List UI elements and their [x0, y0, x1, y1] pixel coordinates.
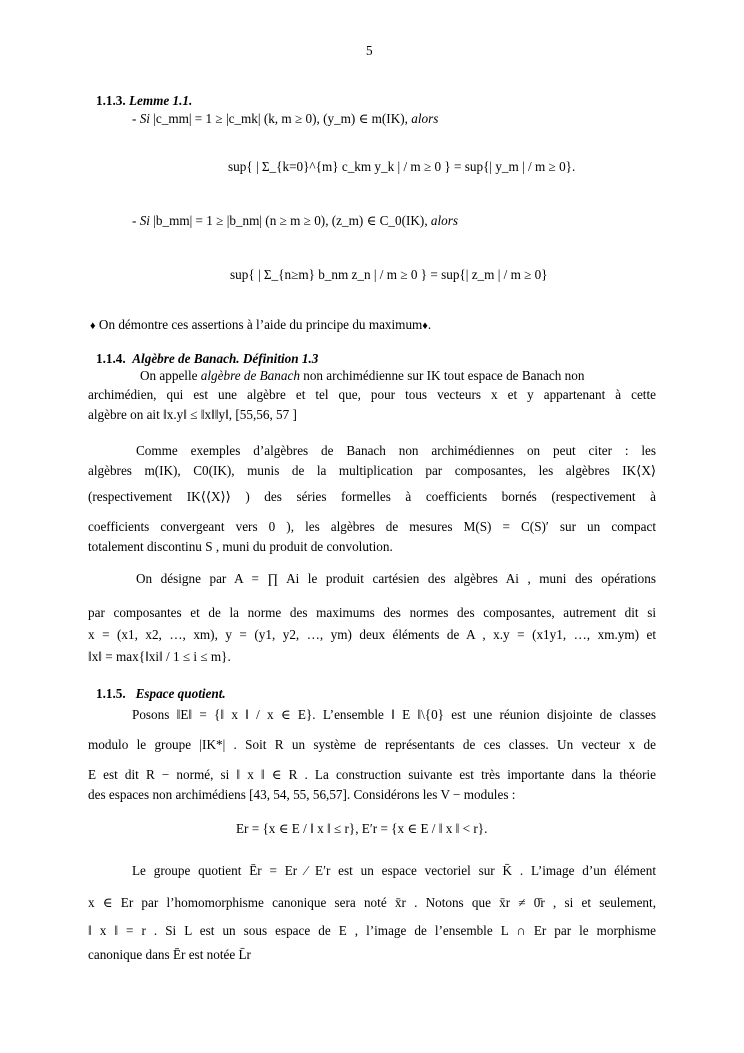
lemma-equation-2: sup{ | Σ_{n≥m} b_nm z_n | / m ≥ 0 } = sup{| z_m | / m ≥ 0} [230, 267, 548, 282]
banach-p1-line1 [140, 367, 584, 385]
quotient-line2: modulo le groupe |IK*| . Soit R un système de représentants de ces classes. Un vecteur x de [88, 737, 656, 752]
quotient-heading-number: 1.1.5. [96, 686, 126, 701]
lemma-proof-text: On démontre ces assertions à l’aide du principe du maximum [98, 317, 423, 332]
banach-p2-line1: Comme exemples d’algèbres de Banach non archimédiennes on peut citer : les [136, 443, 656, 458]
banach-p2-line5: totalement discontinu S , muni du produit de convolution. [88, 539, 393, 554]
banach-p2-line2: algèbres m(IK), C0(IK), munis de la multiplication par composantes, les algèbres IK⟨X⟩ [88, 463, 656, 478]
banach-p2-line4: coefficients convergeant vers 0 ), les algèbres de mesures M(S) = C(S)′ sur un compact [88, 519, 656, 534]
banach-p3-line3: x = (x1, x2, …, xm), y = (y1, y2, …, ym) deux éléments de A , x.y = (x1y1, …, xm.ym) et [88, 627, 656, 642]
lemma-heading [96, 92, 192, 110]
banach-heading [96, 350, 318, 368]
lemma-line1-tail: alors [411, 111, 439, 126]
lemma-line2-lead: - Si [132, 213, 150, 228]
diamond-icon: ♦ [90, 320, 96, 332]
lemma-line1-lead: - Si [132, 111, 150, 126]
lemma-equation-1: sup{ | Σ_{k=0}^{m} c_km y_k | / m ≥ 0 } = sup{| y_m | / m ≥ 0}. [228, 159, 576, 174]
quotient-line5: Le groupe quotient Ēr = Er ⁄ E′r est un espace vectoriel sur K̄ . L’image d’un élément [132, 863, 656, 878]
diamond-end-icon: ♦ [422, 320, 428, 332]
banach-p3-line2: par composantes et de la norme des maximums des normes des composantes, autrement dit si [88, 605, 656, 620]
lemma-hypothesis-2 [132, 212, 458, 230]
quotient-heading-title: Espace quotient. [135, 686, 226, 701]
quotient-line3: E est dit R − normé, si ‖ x ‖ ∈ R . La construction suivante est très importante dans la théorie [88, 767, 656, 782]
page-number: 5 [366, 43, 373, 58]
lemma-heading-number: 1.1.3. [96, 93, 126, 108]
banach-p1-term: algèbre de Banach [200, 368, 300, 383]
quotient-line6: x ∈ Er par l’homomorphisme canonique sera noté x̄r . Notons que x̄r ≠ 0̄r , si et seulement, [88, 895, 656, 910]
banach-p1-lead: On appelle [140, 368, 198, 383]
banach-p1-rest: non archimédienne sur IK tout espace de Banach non [303, 368, 585, 383]
banach-p2-line3: (respectivement IK⟨⟨X⟩⟩ ) des séries formelles à coefficients bornés (respectivement à [88, 489, 656, 504]
banach-heading-number: 1.1.4. [96, 351, 126, 366]
lemma-hypothesis-1 [132, 110, 438, 128]
lemma-line2-math: |b_mm| = 1 ≥ |b_nm| (n ≥ m ≥ 0), (z_m) ∈ C_0(IK), [153, 213, 428, 228]
quotient-line4: des espaces non archimédiens [43, 54, 55, 56,57]. Considérons les V − modules : [88, 787, 516, 802]
banach-p1-line3: algèbre on ait ‖x.y‖ ≤ ‖x‖‖y‖, [55,56, 57 ] [88, 407, 297, 422]
banach-p3-line4: ‖x‖ = max{‖xi‖ / 1 ≤ i ≤ m}. [88, 649, 231, 664]
quotient-equation: Er = {x ∈ E / ‖ x ‖ ≤ r}, E′r = {x ∈ E / ‖ x ‖ < r}. [236, 821, 488, 836]
lemma-line1-math: |c_mm| = 1 ≥ |c_mk| (k, m ≥ 0), (y_m) ∈ m(IK), [153, 111, 408, 126]
lemma-heading-title: Lemme 1.1. [128, 93, 193, 108]
banach-p1-line2: archimédien, qui est une algèbre et tel que, pour tous vecteurs x et y appartenant à cette [88, 387, 656, 402]
lemma-line2-tail: alors [430, 213, 459, 228]
lemma-proof: ♦ On démontre ces assertions à l’aide du principe du maximum♦. [90, 317, 432, 332]
quotient-line7: ‖ x ‖ = r . Si L est un sous espace de E , l’image de l’ensemble L ∩ Er par le morphisme [88, 923, 656, 938]
banach-heading-title: Algèbre de Banach. Définition 1.3 [132, 351, 319, 366]
banach-p3-line1: On désigne par A = ∏ Ai le produit cartésien des algèbres Ai , muni des opérations [136, 571, 656, 586]
quotient-line8: canonique dans Ēr est notée L̄r [88, 947, 251, 962]
quotient-line1: Posons ‖E‖ = {‖ x ‖ / x ∈ E}. L’ensemble ‖ E ‖\{0} est une réunion disjointe de classes [132, 707, 656, 722]
quotient-heading [96, 685, 226, 703]
